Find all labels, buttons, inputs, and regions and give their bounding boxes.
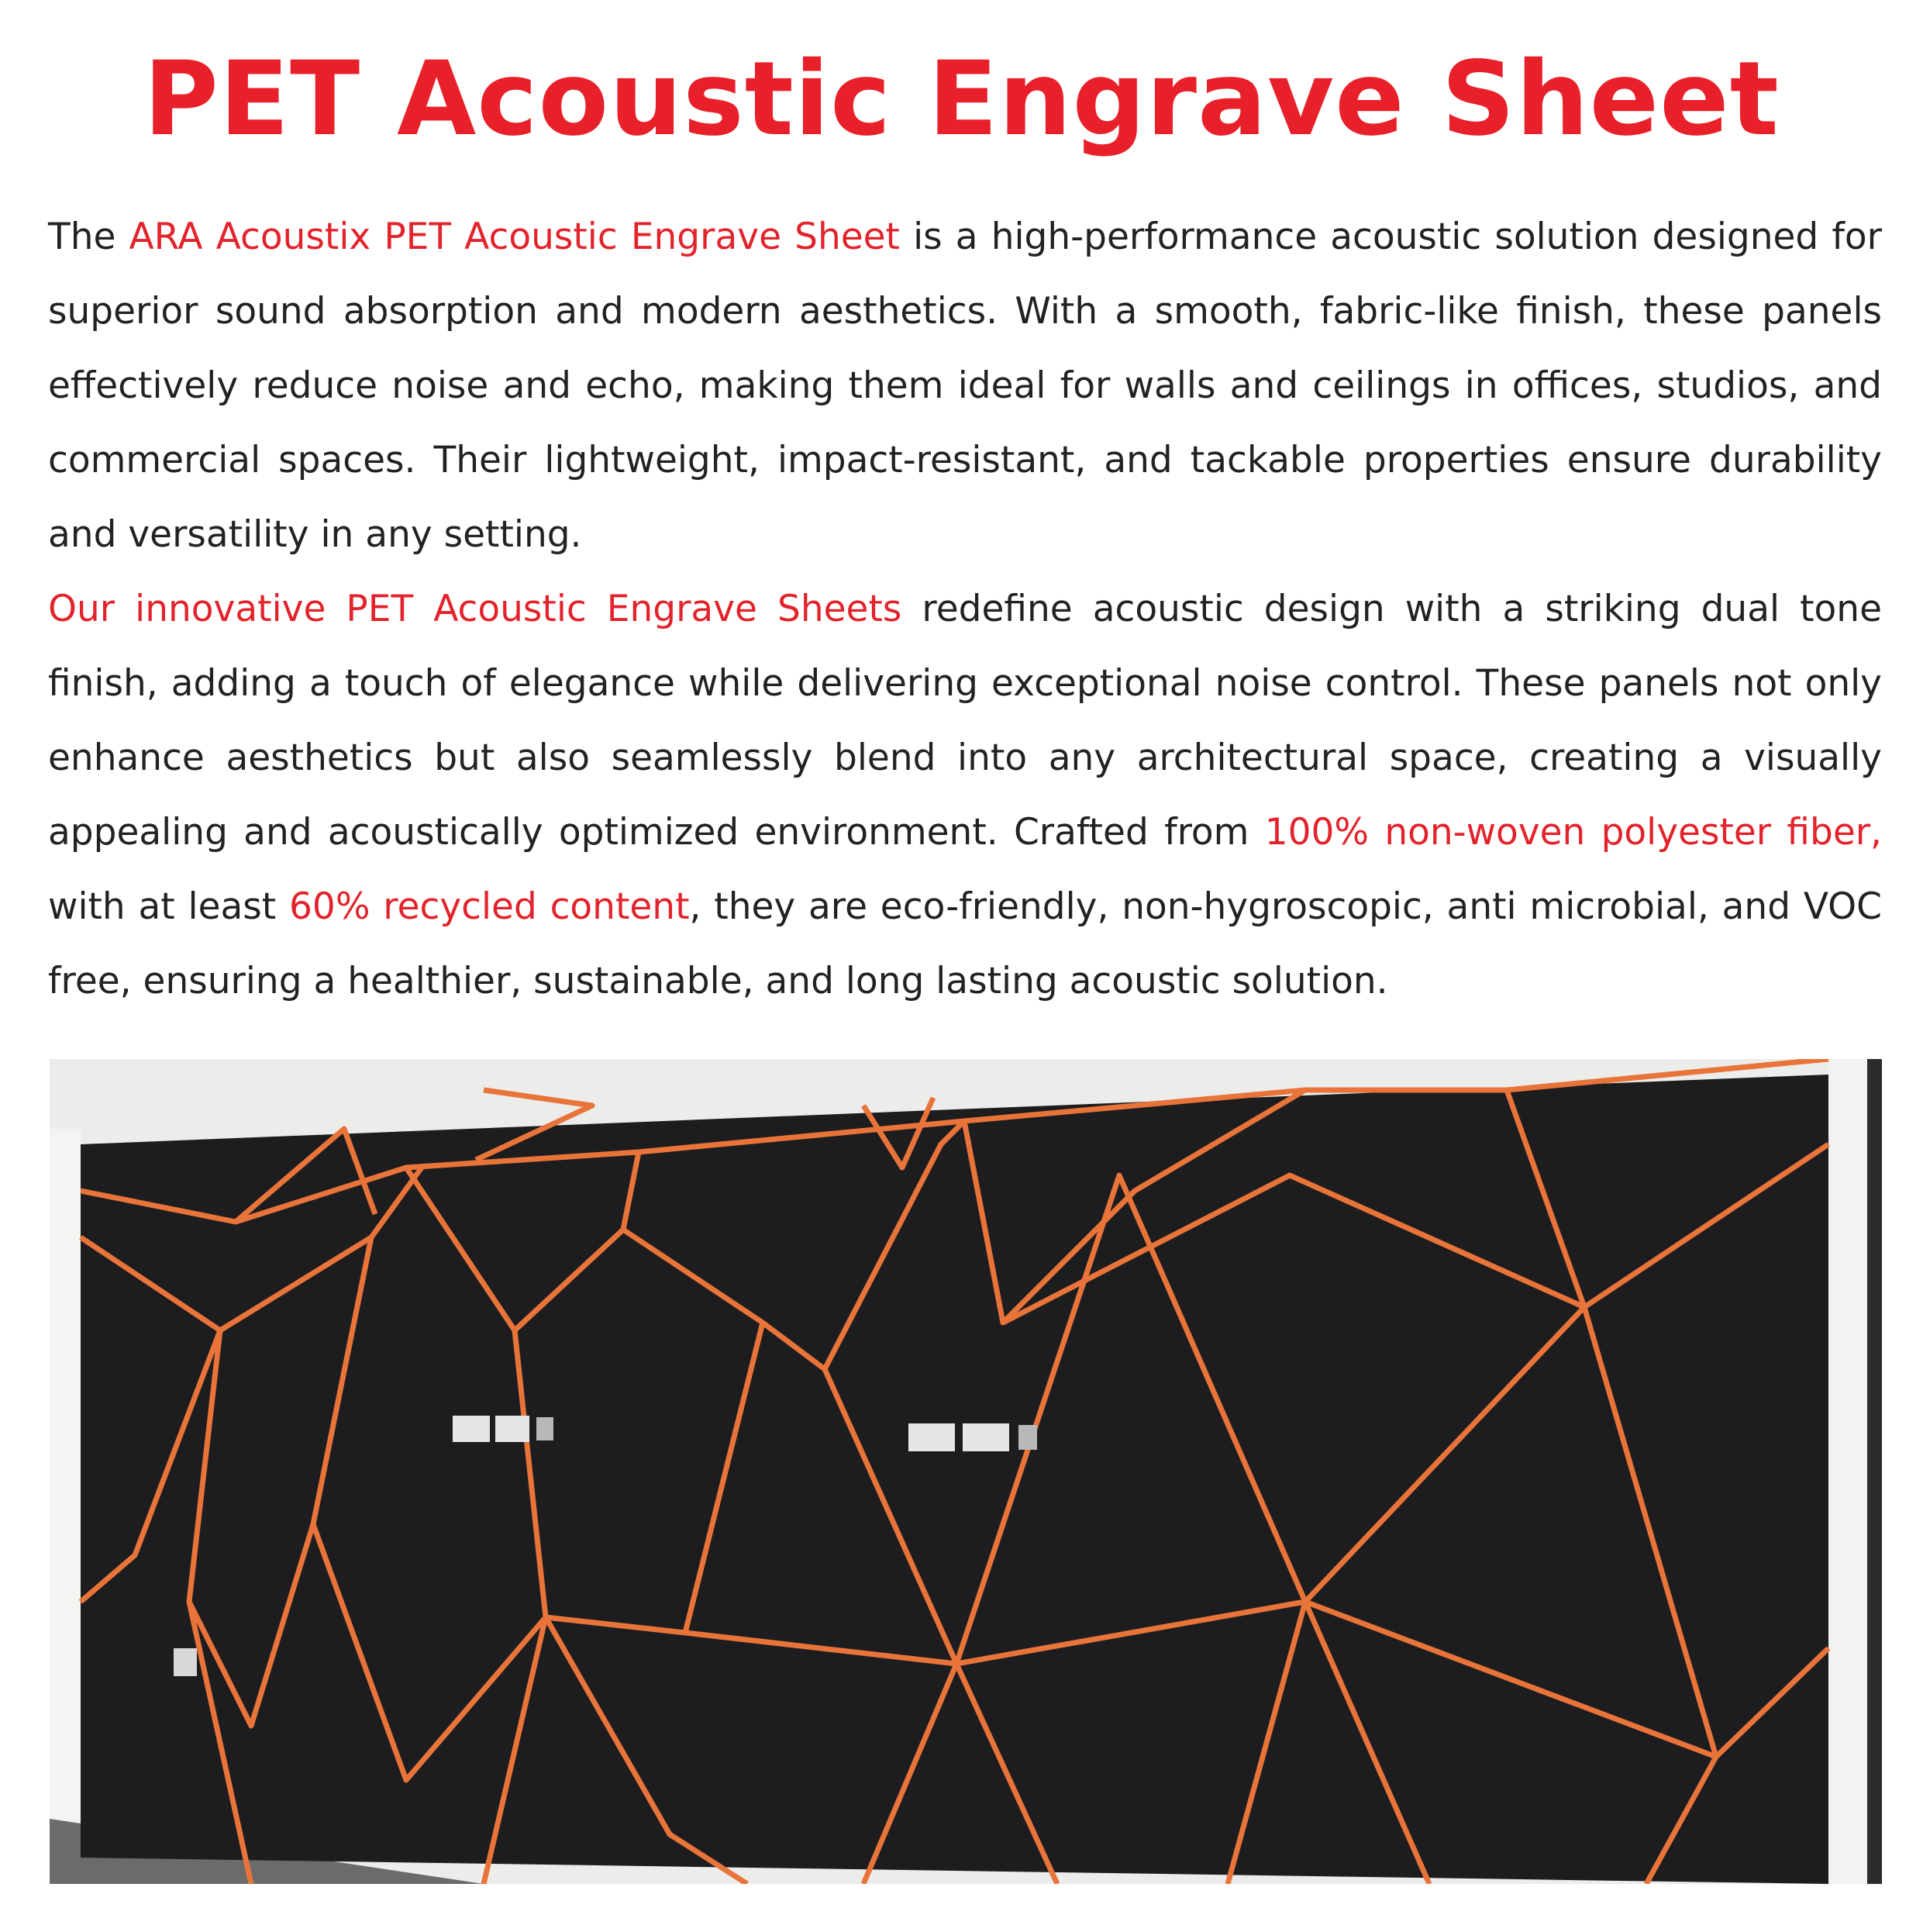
socket-icon — [495, 1416, 529, 1442]
socket-icon — [963, 1423, 1009, 1451]
switch-icon — [536, 1417, 553, 1440]
details-body-1: redefine acoustic design with a striking dual tone finish, adding a touch of elegance while delivering exceptional noise control. These panels not only enhance aesthetics but also seamlessly blend into any architectural space, creating a visually appealing and acoustically optimized environment. Crafted from — [48, 588, 1883, 854]
details-body-2: with at least — [48, 885, 290, 928]
left-window-trim — [50, 1129, 81, 1884]
door-frame — [1828, 1059, 1867, 1884]
paragraph-details — [48, 572, 1882, 1019]
paragraph-intro — [48, 200, 1882, 572]
product-name-highlight: ARA Acoustix PET Acoustic Engrave Sheet — [129, 216, 900, 258]
socket-icon — [174, 1648, 197, 1676]
material-highlight: 100% non-woven polyester fiber, — [1264, 811, 1882, 854]
intro-body: is a high-performance acoustic solution designed for superior sound absorption and modern aesthetics. With a smooth, fabric-like finish, these panels effectively reduce noise and echo, making them ideal for walls and ceilings in offices, studios, and commercial spaces. Their lightweight, impact-resistant, and tackable properties ensure durability and versatility in any setting. — [48, 216, 1882, 556]
description-text — [48, 200, 1882, 1019]
door-edge — [1867, 1059, 1882, 1884]
innovation-highlight: Our innovative PET Acoustic Engrave Sheets — [48, 588, 902, 630]
socket-icon — [908, 1423, 955, 1451]
page-title: PET Acoustic Engrave Sheet — [143, 40, 1780, 159]
black-acoustic-panel — [81, 1075, 1828, 1884]
socket-icon — [453, 1416, 490, 1442]
intro-lead: The — [48, 216, 129, 258]
switch-icon — [1018, 1425, 1037, 1450]
details-body-3: , they are eco-friendly, non-hygroscopic, anti microbial, and VOC free, ensuring a healthier, sustainable, and long lasting acoustic solution. — [48, 885, 1882, 1002]
wall-photo — [50, 1059, 1882, 1884]
recycled-highlight: 60% recycled content — [289, 885, 690, 928]
acoustic-wall-illustration — [50, 1059, 1882, 1884]
